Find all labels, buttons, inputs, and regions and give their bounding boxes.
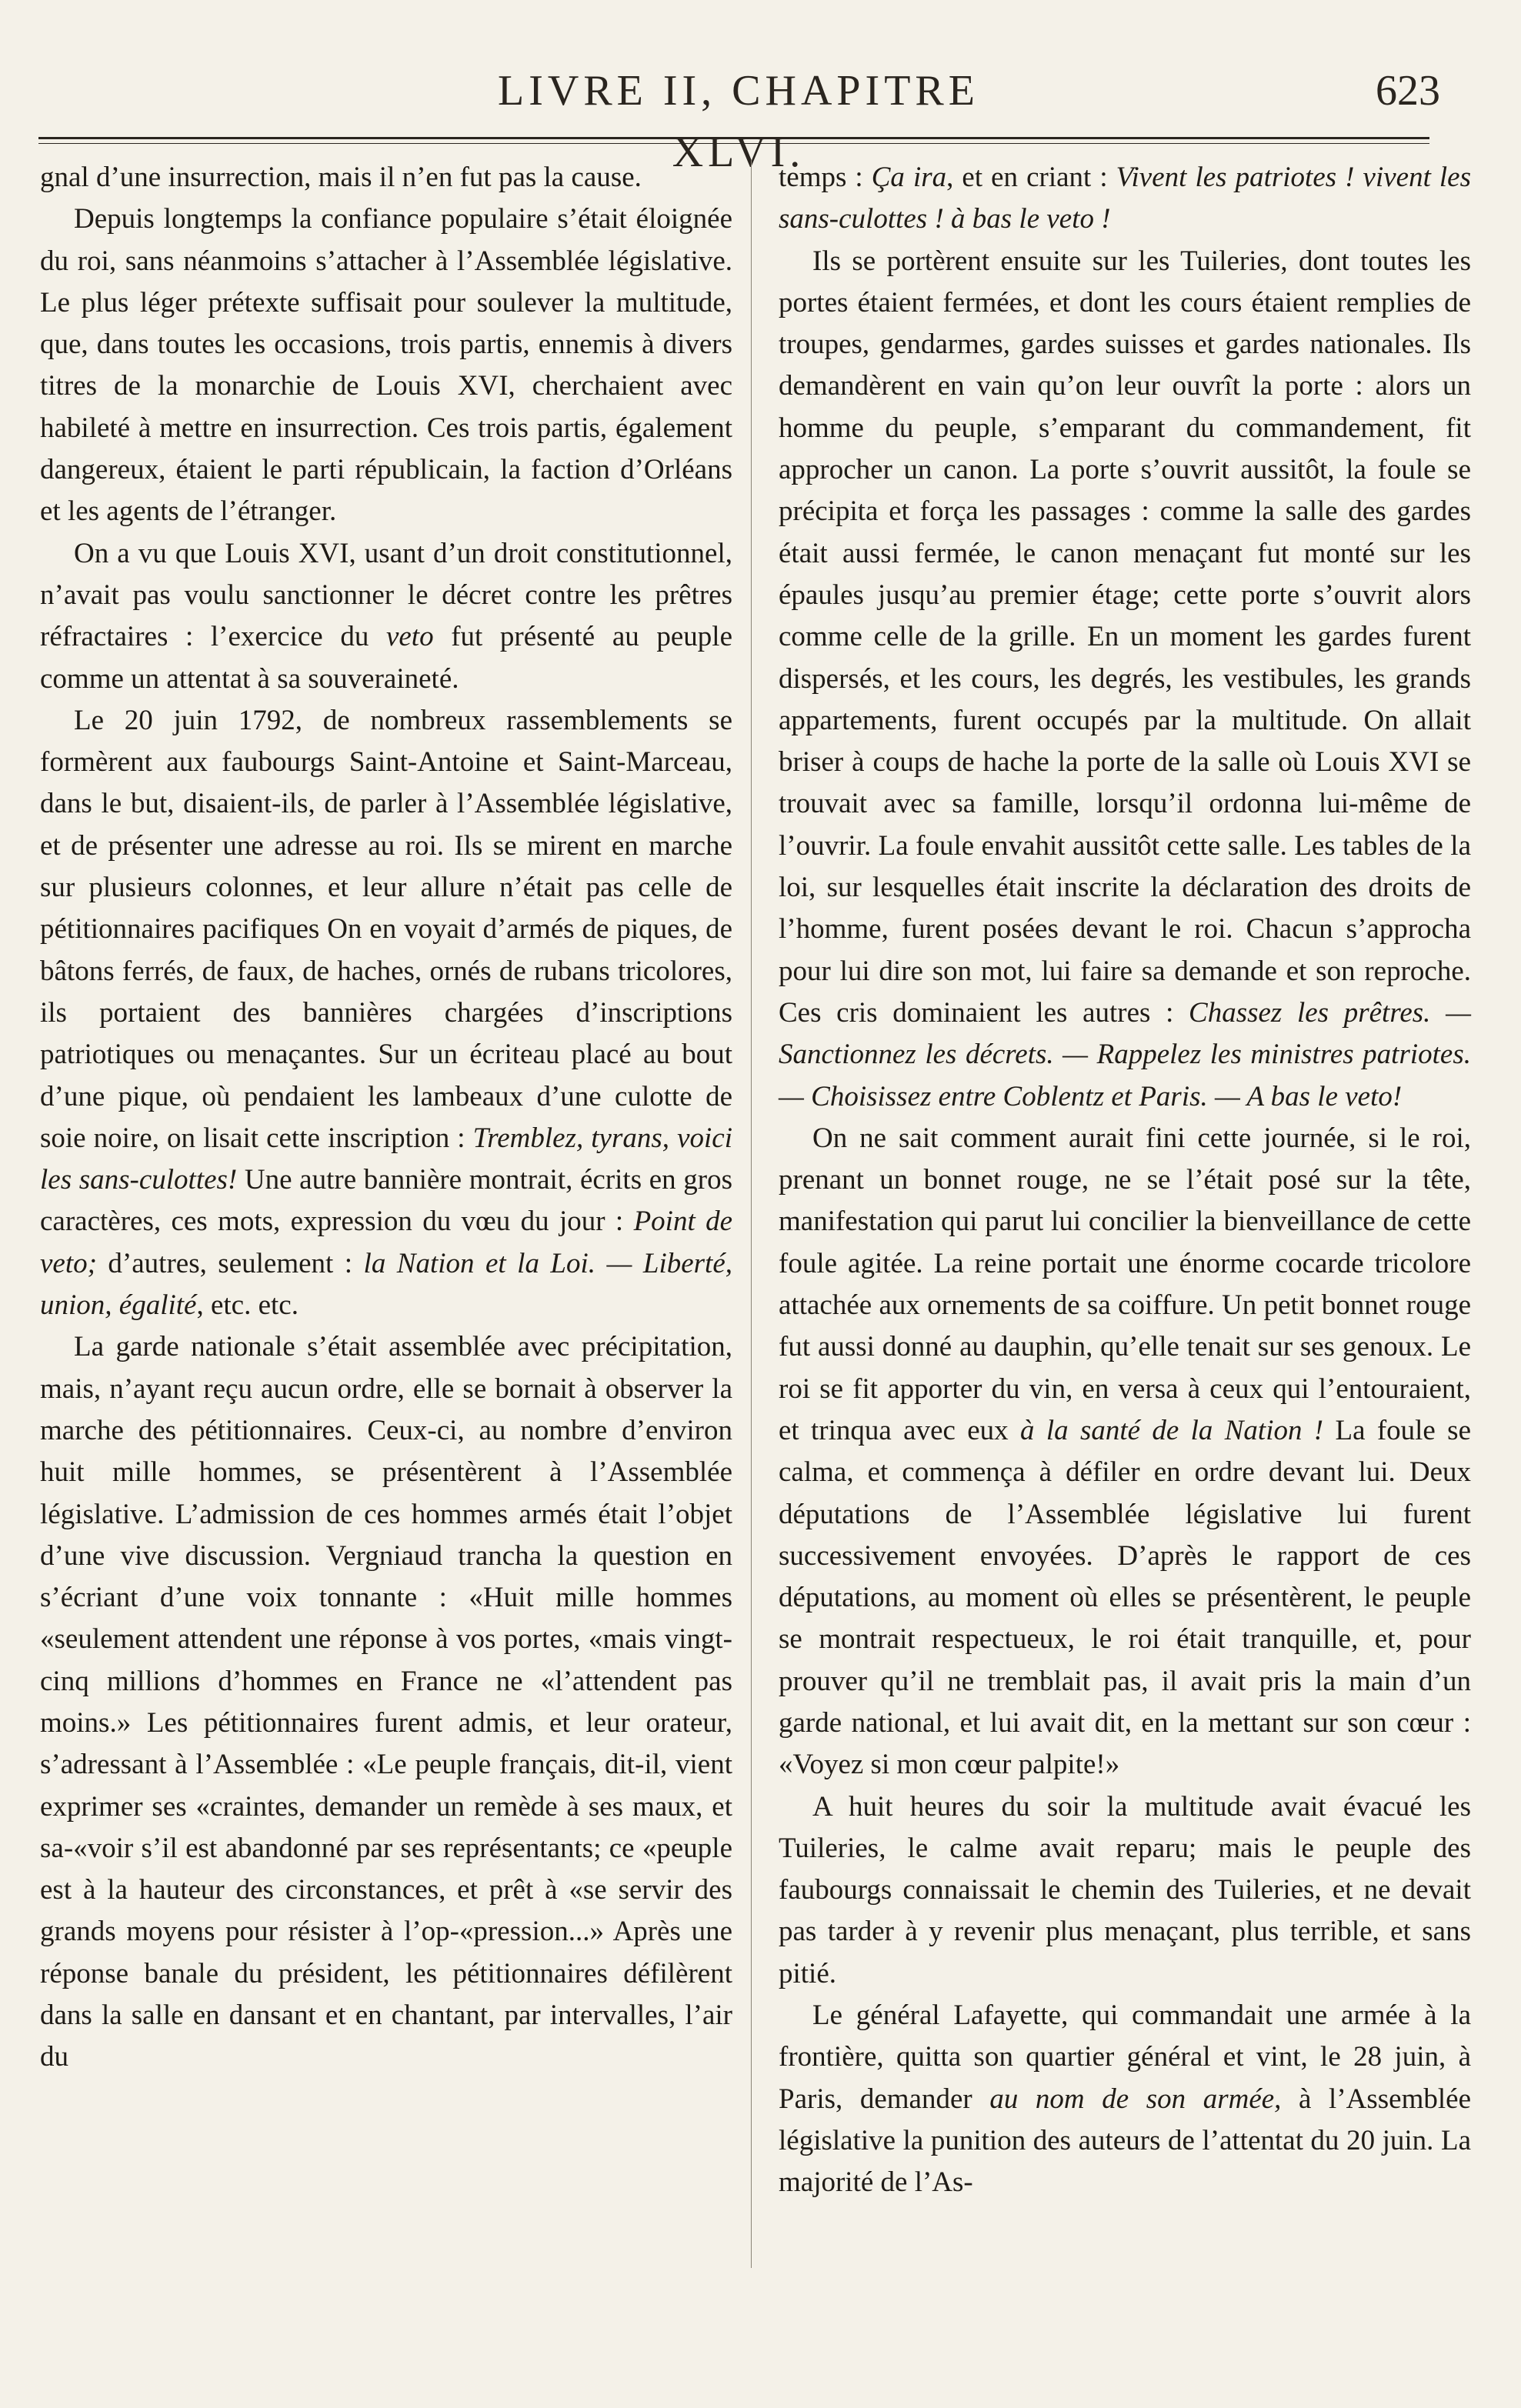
paragraph: A huit heures du soir la multitude avait évacué les Tuileries, le calme avait reparu; mais le peuple des faubourgs connaissait le chemin des Tuileries, et ne devait pas tarder à y revenir plus menaçant, plus terrible, et sans pitié. — [779, 1790, 1471, 1989]
paragraph — [40, 533, 732, 700]
paragraph: gnal d’une insurrection, mais il n’en fut pas la cause. — [40, 162, 642, 193]
italic-text: Chassez les prêtres. — Sanctionnez les décrets. — Rappelez les ministres patriotes. — Choisissez entre Coblentz et Paris. — A bas le veto! — [779, 996, 1471, 1112]
header-rule — [38, 137, 1429, 139]
italic-text: Point de veto; — [40, 1206, 732, 1279]
italic-text: Vivent les patriotes ! vivent les sans-culottes ! à bas le veto ! — [779, 162, 1471, 235]
paragraph: Depuis longtemps la confiance populaire s’était éloignée du roi, sans néanmoins s’attacher à l’Assemblée législative. Le plus léger prétexte suffisait pour soulever la multitude, que, dans toutes les occasions, trois partis, ennemis à divers titres de la monarchie de Louis XVI, cherchaient avec habileté à mettre en insurrection. Ces trois partis, également dangereux, étaient le parti républicain, la faction d’Orléans et les agents de l’étranger. — [40, 203, 732, 528]
paragraph — [40, 700, 732, 1326]
page-header — [0, 60, 1521, 176]
italic-text: Tremblez, tyrans, voici les sans-culottes! — [40, 1122, 732, 1196]
page-number: 623 — [1376, 67, 1440, 115]
text-run: On a vu que Louis XVI, usant d’un droit constitutionnel, n’avait pas voulu sanctionner le décret contre les prêtres réfractaires : l’exercice du — [40, 537, 732, 653]
column-divider — [751, 160, 752, 2268]
paragraph — [779, 1118, 1471, 1786]
paragraph: La garde nationale s’était assemblée avec précipitation, mais, n’ayant reçu aucun ordre, elle se bornait à observer la marche des pétitionnaires. Ceux-ci, au nombre d’environ huit mille hommes, se présentèrent à l’Assemblée législative. L’admission de ces hommes armés était l’objet d’une vive discussion. Vergniaud trancha la question en s’écriant d’une voix tonnante : «Huit mille hommes «seulement attendent une réponse à vos portes, «mais vingt-cinq millions d’hommes en France ne «l’attendent pas moins.» Les pétitionnaires furent admis, et leur orateur, s’adressant à l’Assemblée : «Le peuple français, dit-il, vient exprimer ses «craintes, demander un remède à ses maux, et sa-«voir s’il est abandonné par ses représentants; ce «peuple est à la hauteur des circonstances, et prêt à «se servir des grands moyens pour résister à l’op-«pression...» Après une réponse banale du président, les pétitionnaires défilèrent dans la salle en dansant et en chantant, par intervalles, l’air du — [40, 1331, 732, 2073]
text-run: La foule se calma, et commença à défiler en ordre devant lui. Deux députations de l’Assemblée législative lui furent successivement envoyées. D’après le rapport de ces députations, au moment où elles se présentèrent, le peuple se montrait respectueux, le roi était tranquille, et, pour prouver qu’il ne tremblait pas, il avait pris la main d’un garde national, et lui avait dit, en la mettant sur son cœur : «Voyez si mon cœur palpite!» — [779, 1414, 1471, 1781]
text-run: à l’Assemblée législative la punition des auteurs de l’attentat du 20 juin. La majorité de l’As- — [779, 2083, 1471, 2199]
italic-text: à la santé de la Nation ! — [1020, 1414, 1324, 1446]
text-run: temps : — [779, 162, 872, 193]
paragraph — [779, 241, 1471, 1118]
paragraph — [779, 157, 1471, 241]
text-run: fut présenté au peuple comme un attentat à sa souveraineté. — [40, 621, 732, 695]
text-run: Ils se portèrent ensuite sur les Tuileries, dont toutes les portes étaient fermées, et dont les cours étaient remplies de troupes, gendarmes, gardes suisses et gardes nationales. Ils demandèrent en vain qu’on leur ouvrît la porte : alors un homme du peuple, s’emparant du commandement, fit approcher un canon. La porte s’ouvrit aussitôt, la foule se précipita et força les passages : comme la salle des gardes était aussi fermée, le canon menaçant fut monté sur les épaules jusqu’au premier étage; cette porte s’ouvrit alors comme celle de la grille. En un moment les gardes furent dispersés, et les cours, les degrés, les vestibules, les grands appartements, furent occupés par la multitude. On allait briser à coups de hache la porte de la salle où Louis XVI se trouvait avec sa famille, lorsqu’il ordonna lui-même de l’ouvrir. La foule envahit aussitôt cette salle. Les tables de la loi, sur lesquelles était inscrite la déclaration des droits de l’homme, furent posées devant le roi. Chacun s’approcha pour lui dire son mot, lui faire sa demande et son reproche. Ces cris dominaient les autres : — [779, 245, 1471, 1029]
text-run: Une autre bannière montrait, écrits en gros caractères, ces mots, expression du vœu du jour : — [40, 1164, 733, 1238]
header-rule-thin — [38, 143, 1429, 144]
text-run: Le 20 juin 1792, de nombreux rassemblements se formèrent aux faubourgs Saint-Antoine et Saint-Marceau, dans le but, disaient-ils, de parler à l’Assemblée législative, et de présenter une adresse au roi. Ils se mirent en marche sur plusieurs colonnes, et leur allure n’était pas celle de pétitionnaires pacifiques On en voyait d’armés de piques, de bâtons ferrés, de faux, de haches, ornés de rubans tricolores, ils portaient des bannières chargées d’inscriptions patriotiques ou menaçantes. Sur un écriteau placé au bout d’une pique, où pendaient les lambeaux d’une culotte de soie noire, on lisait cette inscription : — [40, 704, 732, 1154]
running-title: LIVRE II, CHAPITRE XLVI. — [498, 67, 979, 176]
text-run: On ne sait comment aurait fini cette journée, si le roi, prenant un bonnet rouge, ne se l’était posé sur la tête, manifestation qui parut lui concilier la bienveillance de cette foule agitée. La reine portait une énorme cocarde tricolore attachée aux ornements de sa coiffure. Un petit bonnet rouge fut aussi donné au dauphin, qu’elle tenait sur ses genoux. Le roi se fit apporter du vin, en versa à ceux qui l’entouraient, et trinqua avec eux — [779, 1122, 1471, 1446]
left-column — [40, 157, 732, 2079]
text-run: d’autres, seulement : — [96, 1247, 364, 1279]
text-run: , et en criant : — [946, 162, 1116, 193]
italic-text: Ça ira — [871, 162, 947, 193]
italic-text: veto — [385, 621, 434, 653]
italic-text: au nom de son armée, — [989, 2083, 1282, 2115]
text-run: Le général Lafayette, qui commandait une armée à la frontière, quitta son quartier général et vint, le 28 juin, à Paris, demander — [779, 1999, 1471, 2115]
paragraph — [779, 1995, 1471, 2203]
italic-text: la Nation et la Loi. — Liberté, union, égalité — [40, 1247, 733, 1322]
text-run: , etc. etc. — [196, 1289, 299, 1322]
right-column — [779, 157, 1471, 2204]
